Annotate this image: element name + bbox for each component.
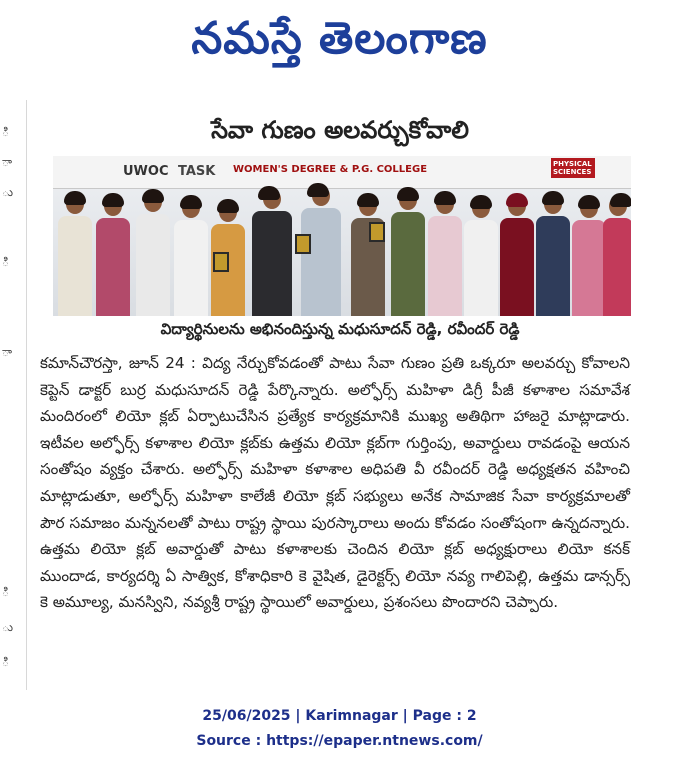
person-figure — [93, 196, 133, 316]
banner-uwoc-text: UWOC — [123, 164, 169, 179]
person-figure — [171, 198, 211, 316]
award-plaque — [295, 234, 311, 254]
newspaper-masthead — [0, 0, 679, 78]
person-figure — [497, 196, 537, 316]
column-edge-glyph: ి — [2, 655, 9, 669]
banner-college-text: WOMEN'S DEGREE & P.G. COLLEGE — [233, 164, 428, 175]
column-edge-glyph: ా — [2, 155, 13, 169]
footer-date-line: 25/06/2025 | Karimnagar | Page : 2 — [202, 708, 477, 724]
column-edge-glyph: ా — [2, 345, 13, 359]
column-divider — [26, 100, 27, 690]
banner-physical-sciences-text: PHYSICAL SCIENCES — [551, 158, 595, 178]
column-edge-glyph: ి — [2, 585, 9, 599]
photo-caption: విద్యార్థినులను అభినందిస్తున్న మధుసూదన్ రెడ్డి, రవీందర్ రెడ్డి — [160, 320, 520, 338]
person-figure — [55, 194, 95, 316]
footer-source-line: Source : https://epaper.ntnews.com/ — [196, 733, 483, 749]
person-figure — [388, 190, 428, 316]
photo-backdrop-banner — [53, 156, 631, 189]
article-paragraph: కమాన్‌చౌరస్తా, జూన్ 24 : విద్య నేర్చుకోవడంతో పాటు సేవా గుణం ప్రతి ఒక్కరూ అలవర్చు కోవాలని కెప్టెన్ డాక్టర్ బుర్ర మధుసూదన్ రెడ్డి పేర్కొన్నారు. అల్ఫోర్స్ మహిళా డిగ్రీ పీజీ కళాశాల సమావేశ మందిరంలో లియో క్లబ్ ఏర్పాటుచేసిన ప్రత్యేక కార్యక్రమానికి ముఖ్య అతిథిగా హాజరై మాట్లాడారు. ఇటీవల అల్ఫోర్స్ కళాశాల లియో క్లబ్‌కు ఉత్తమ లియో క్లబ్‌గా గుర్తింపు, అవార్డులు రావడంపై ఆయన సంతోషం వ్యక్తం చేశారు. అల్ఫోర్స్ మహిళా కళాశాల అధిపతి వీ రవీందర్ రెడ్డి అధ్యక్షతన వహించి మాట్లాడుతూ, అల్ఫోర్స్ మహిళా కాలేజీ లియో క్లబ్ సభ్యులు అనేక సామాజిక సేవా కార్యక్రమాలతో పౌర సమాజం మన్ననలతో పాటు రాష్ట్ర స్థాయి పురస్కారాలు అందు కోవడం సంతోషంగా ఉన్నదన్నారు. ఉత్తమ లియో క్లబ్ అవార్డుతో పాటు కళాశాలకు చెందిన లియో క్లబ్ అధ్యక్షురాలు లియో కనక్ ముందాడ, కార్యదర్శి ఏ సాత్విక, కోశాధికారి కె వైషిత, డైరెక్టర్స్ లియో నవ్య గాలిపెల్లి, ఉత్తమ డాన్సర్స్ కె అమూల్య, మనస్విని, నవ్యశ్రీ రాష్ట్ర స్థాయిలో అవార్డులు, ప్రశంసలు పొందారని చెప్పారు. — [40, 354, 630, 612]
person-figure — [348, 196, 388, 316]
column-edge-glyph: ి — [2, 125, 9, 139]
column-edge-glyph: ు — [2, 185, 14, 199]
award-plaque — [369, 222, 385, 242]
person-figure — [461, 198, 501, 316]
person-figure — [133, 192, 173, 316]
column-edge-glyph: ు — [2, 620, 14, 634]
article-body — [40, 350, 630, 616]
banner-task-text: TASK — [178, 164, 216, 179]
article-headline: సేవా గుణం అలవర్చుకోవాలి — [211, 116, 469, 144]
article-photo — [53, 156, 631, 316]
masthead-title: నమస్తే తెలంగాణ — [191, 13, 488, 64]
award-plaque — [213, 252, 229, 272]
person-figure — [601, 196, 631, 316]
column-edge-glyph: ి — [2, 255, 9, 269]
person-figure — [249, 189, 295, 316]
person-figure — [533, 194, 573, 316]
person-figure — [425, 194, 465, 316]
adjacent-column-edge — [0, 95, 24, 695]
